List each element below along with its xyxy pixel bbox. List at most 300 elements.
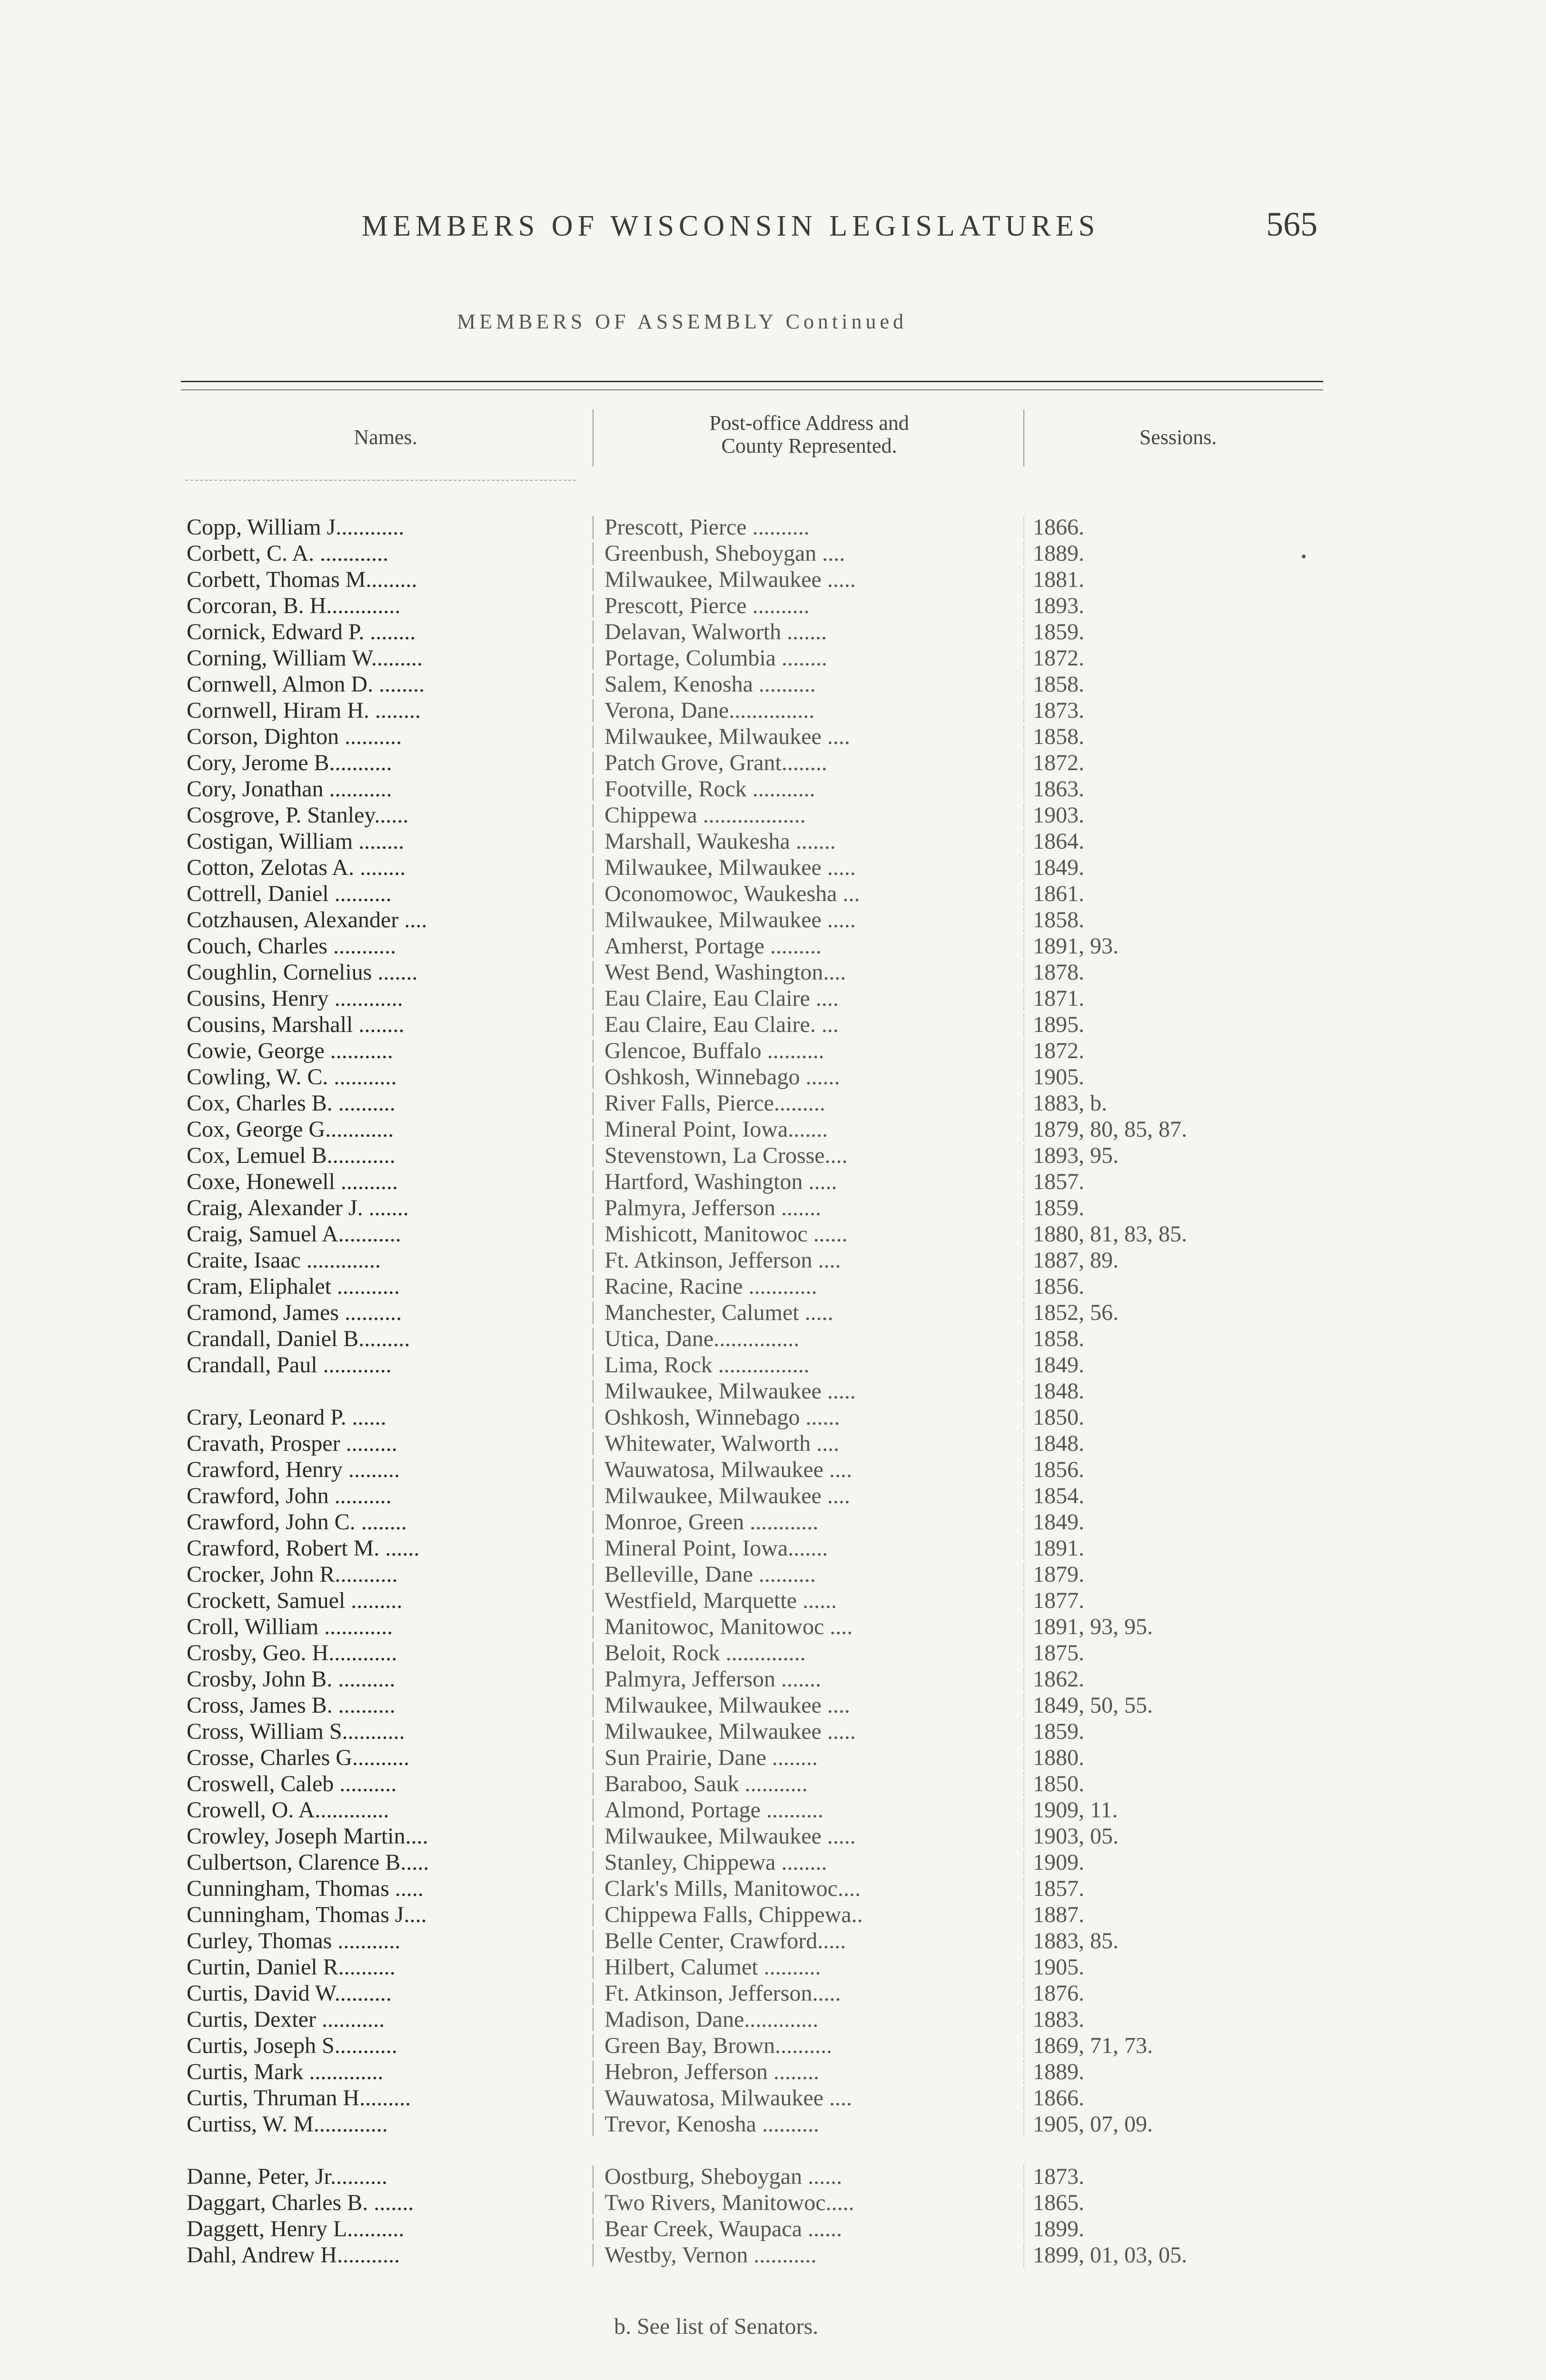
column-separator — [1023, 1380, 1024, 1403]
member-sessions: 1858. — [1033, 724, 1084, 749]
member-sessions: 1857. — [1033, 1876, 1084, 1901]
column-separator — [1023, 2034, 1024, 2057]
column-separator — [1023, 1170, 1024, 1193]
member-sessions: 1873. — [1033, 2164, 1084, 2189]
member-address: Two Rivers, Manitowoc..... — [605, 2190, 854, 2215]
member-sessions: 1903, 05. — [1033, 1824, 1119, 1849]
column-separator — [1023, 1589, 1024, 1612]
column-separator — [1023, 1799, 1024, 1822]
member-sessions: 1903. — [1033, 803, 1084, 828]
column-separator — [593, 2165, 594, 2188]
member-name: Corbett, Thomas M......... — [187, 567, 417, 592]
column-separator — [593, 1040, 594, 1062]
member-name: Cotzhausen, Alexander .... — [187, 907, 427, 932]
member-name: Croll, William ............ — [187, 1614, 393, 1639]
column-separator — [593, 1380, 594, 1403]
member-name: Crockett, Samuel ......... — [187, 1588, 403, 1613]
member-address: Eau Claire, Eau Claire .... — [605, 986, 839, 1011]
member-sessions: 1909, 11. — [1033, 1797, 1118, 1823]
member-name: Cox, Charles B. .......... — [187, 1091, 396, 1116]
column-separator — [1023, 752, 1024, 774]
table-row — [0, 2216, 1546, 2242]
member-sessions: 1850. — [1033, 1405, 1084, 1430]
member-name: Cory, Jonathan ........... — [187, 776, 392, 802]
column-separator — [1023, 1720, 1024, 1743]
column-separator — [1023, 542, 1024, 565]
column-separator — [1023, 647, 1024, 670]
member-name: Cram, Eliphalet ........... — [187, 1274, 400, 1299]
member-address: Oshkosh, Winnebago ...... — [605, 1064, 840, 1090]
column-separator — [1023, 2218, 1024, 2241]
column-separator — [1023, 1197, 1024, 1220]
member-sessions: 1905, 07, 09. — [1033, 2112, 1153, 2137]
member-sessions: 1872. — [1033, 645, 1084, 671]
column-separator — [593, 1956, 594, 1979]
column-separator — [1023, 1275, 1024, 1298]
column-separator — [593, 1773, 594, 1795]
column-separator — [593, 1118, 594, 1141]
member-sessions: 1859. — [1033, 1719, 1084, 1744]
column-separator — [1023, 1328, 1024, 1350]
member-sessions: 1866. — [1033, 2085, 1084, 2111]
member-address: Mishicott, Manitowoc ...... — [605, 1221, 848, 1247]
column-separator — [593, 1432, 594, 1455]
column-separator — [1023, 673, 1024, 696]
table-row — [0, 1614, 1546, 1640]
table-row — [0, 854, 1546, 881]
member-name: Curtis, Thruman H......... — [187, 2085, 411, 2111]
member-name: Crowell, O. A............. — [187, 1797, 389, 1823]
member-sessions: 1889. — [1033, 541, 1084, 566]
column-separator — [1023, 1040, 1024, 1062]
member-name: Cosgrove, P. Stanley...... — [187, 803, 409, 828]
member-name: Crawford, John C. ........ — [187, 1509, 407, 1535]
column-header-address-line2: County Represented. — [721, 434, 897, 457]
table-row — [0, 514, 1546, 540]
member-address: Milwaukee, Milwaukee .... — [605, 1693, 850, 1718]
member-address: Milwaukee, Milwaukee .... — [605, 1483, 850, 1508]
table-row — [0, 1116, 1546, 1142]
member-name: Curtis, David W.......... — [187, 1981, 392, 2006]
column-separator — [1023, 2113, 1024, 2136]
member-address: Whitewater, Walworth .... — [605, 1431, 840, 1456]
member-sessions: 1858. — [1033, 907, 1084, 932]
member-name: Curtis, Joseph S........... — [187, 2033, 397, 2058]
column-header-address — [619, 412, 1000, 457]
column-separator — [593, 1013, 594, 1036]
column-separator — [1023, 1563, 1024, 1586]
column-separator — [1023, 1301, 1024, 1324]
table-row — [0, 1587, 1546, 1614]
member-sessions: 1859. — [1033, 619, 1084, 645]
table-row — [0, 1797, 1546, 1823]
member-sessions: 1891. — [1033, 1536, 1084, 1561]
column-separator — [593, 778, 594, 801]
member-address: Portage, Columbia ........ — [605, 645, 827, 671]
member-sessions: 1899, 01, 03, 05. — [1033, 2242, 1187, 2268]
column-separator — [593, 621, 594, 644]
column-separator — [593, 2192, 594, 2214]
member-name: Coughlin, Cornelius ....... — [187, 960, 418, 985]
member-address: Marshall, Waukesha ....... — [605, 829, 836, 854]
member-sessions: 1883. — [1033, 2007, 1084, 2032]
table-row — [0, 1012, 1546, 1038]
member-name: Crosse, Charles G.......... — [187, 1745, 409, 1770]
table-row — [0, 1535, 1546, 1561]
top-rule-thin — [181, 389, 1323, 390]
column-separator — [593, 725, 594, 748]
section-subtitle: MEMBERS OF ASSEMBLY Continued — [457, 310, 907, 333]
column-separator — [1023, 2008, 1024, 2031]
column-separator — [1023, 2061, 1024, 2083]
column-separator — [593, 595, 594, 617]
column-separator — [1023, 1694, 1024, 1717]
member-name: Curtin, Daniel R.......... — [187, 1954, 396, 1980]
column-separator — [593, 2034, 594, 2057]
member-name: Copp, William J............ — [187, 515, 405, 540]
table-row — [0, 1640, 1546, 1666]
column-separator — [593, 1354, 594, 1377]
column-separator — [593, 856, 594, 879]
member-name: Corbett, C. A. ............ — [187, 541, 389, 566]
column-separator — [593, 542, 594, 565]
member-address: Prescott, Pierce .......... — [605, 515, 810, 540]
table-row — [0, 1745, 1546, 1771]
column-separator — [1023, 1485, 1024, 1507]
column-separator — [593, 568, 594, 591]
member-sessions: 1858. — [1033, 1326, 1084, 1351]
column-separator — [593, 1851, 594, 1874]
member-sessions: 1891, 93, 95. — [1033, 1614, 1153, 1639]
member-name: Dahl, Andrew H........... — [187, 2242, 400, 2268]
table-row — [0, 1902, 1546, 1928]
column-separator — [1023, 725, 1024, 748]
member-name: Curtis, Dexter ........... — [187, 2007, 385, 2032]
table-row — [0, 540, 1546, 566]
column-separator — [1023, 1249, 1024, 1272]
table-row — [0, 1090, 1546, 1116]
member-sessions: 1909. — [1033, 1850, 1084, 1875]
column-separator — [593, 987, 594, 1010]
column-separator — [1023, 830, 1024, 853]
member-name: Curley, Thomas ........... — [187, 1928, 401, 1954]
member-address: Prescott, Pierce .......... — [605, 593, 810, 618]
column-separator — [1023, 1144, 1024, 1167]
column-separator — [1023, 1956, 1024, 1979]
table-row — [0, 1430, 1546, 1457]
member-name: Daggart, Charles B. ....... — [187, 2190, 414, 2215]
member-name: Costigan, William ........ — [187, 829, 405, 854]
column-separator — [1023, 1825, 1024, 1848]
table-row — [0, 593, 1546, 619]
member-name: Cornick, Edward P. ........ — [187, 619, 416, 645]
column-separator — [1023, 2165, 1024, 2188]
member-address: River Falls, Pierce......... — [605, 1091, 825, 1116]
member-address: Baraboo, Sauk ........... — [605, 1771, 808, 1796]
header-dashed-rule — [186, 480, 576, 481]
member-name: Crary, Leonard P. ...... — [187, 1405, 386, 1430]
column-separator — [593, 1223, 594, 1246]
member-name: Crawford, John .......... — [187, 1483, 392, 1508]
column-separator — [593, 1301, 594, 1324]
column-separator — [593, 699, 594, 722]
member-address: Belle Center, Crawford..... — [605, 1928, 846, 1954]
column-separator — [593, 1144, 594, 1167]
column-separator — [1023, 1458, 1024, 1481]
column-separator — [1023, 2192, 1024, 2214]
table-row — [0, 2059, 1546, 2085]
column-separator — [593, 1458, 594, 1481]
member-address: Oostburg, Sheboygan ...... — [605, 2164, 842, 2189]
member-address: Belleville, Dane .......... — [605, 1562, 816, 1587]
member-address: Palmyra, Jefferson ....... — [605, 1666, 822, 1692]
table-row — [0, 1457, 1546, 1483]
member-address: Wauwatosa, Milwaukee .... — [605, 1457, 852, 1482]
member-address: Eau Claire, Eau Claire. ... — [605, 1012, 839, 1037]
column-separator — [1023, 1223, 1024, 1246]
column-separator — [593, 1616, 594, 1638]
column-separator — [593, 1982, 594, 2005]
column-separator — [1023, 1877, 1024, 1900]
member-sessions: 1889. — [1033, 2059, 1084, 2084]
column-separator — [593, 1485, 594, 1507]
table-row — [0, 750, 1546, 776]
member-name: Daggett, Henry L.......... — [187, 2216, 405, 2241]
member-name: Crosby, Geo. H............ — [187, 1640, 397, 1666]
column-separator — [1023, 516, 1024, 539]
member-sessions: 1856. — [1033, 1457, 1084, 1482]
member-name: Coxe, Honewell .......... — [187, 1169, 398, 1194]
member-sessions: 1899. — [1033, 2216, 1084, 2241]
member-address: Oconomowoc, Waukesha ... — [605, 881, 860, 906]
member-sessions: 1875. — [1033, 1640, 1084, 1666]
member-sessions: 1848. — [1033, 1378, 1084, 1404]
member-sessions: 1852, 56. — [1033, 1300, 1119, 1325]
column-separator — [1023, 1773, 1024, 1795]
member-address: Manchester, Calumet ..... — [605, 1300, 833, 1325]
member-name: Cornwell, Hiram H. ........ — [187, 698, 421, 723]
column-separator — [593, 2008, 594, 2031]
member-name: Crawford, Robert M. ...... — [187, 1536, 420, 1561]
column-separator — [593, 409, 594, 466]
member-address: Racine, Racine ............ — [605, 1274, 817, 1299]
column-separator — [1023, 961, 1024, 984]
table-row — [0, 1928, 1546, 1954]
member-name: Crawford, Henry ......... — [187, 1457, 400, 1482]
table-row — [0, 2033, 1546, 2059]
column-separator — [593, 909, 594, 932]
member-address: Ft. Atkinson, Jefferson..... — [605, 1981, 841, 2006]
member-name: Cunningham, Thomas ..... — [187, 1876, 424, 1901]
member-sessions: 1905. — [1033, 1954, 1084, 1980]
table-row — [0, 724, 1546, 750]
column-separator — [593, 1406, 594, 1429]
member-name: Cravath, Prosper ......... — [187, 1431, 397, 1456]
table-row — [0, 645, 1546, 671]
table-row — [0, 671, 1546, 697]
column-separator — [593, 1328, 594, 1350]
member-address: Almond, Portage .......... — [605, 1797, 823, 1823]
column-separator — [1023, 1668, 1024, 1691]
member-sessions: 1849. — [1033, 1509, 1084, 1535]
member-address: Palmyra, Jefferson ....... — [605, 1195, 822, 1220]
column-separator — [1023, 1904, 1024, 1926]
table-row — [0, 776, 1546, 802]
member-name: Craig, Alexander J. ....... — [187, 1195, 409, 1220]
member-name: Cross, James B. .......... — [187, 1693, 396, 1718]
table-row — [0, 1273, 1546, 1299]
member-sessions: 1891, 93. — [1033, 933, 1119, 959]
table-row — [0, 828, 1546, 854]
member-name: Cotton, Zelotas A. ........ — [187, 855, 406, 880]
table-row — [0, 881, 1546, 907]
table-row — [0, 1038, 1546, 1064]
member-address: Milwaukee, Milwaukee ..... — [605, 567, 856, 592]
member-address: Lima, Rock ................ — [605, 1352, 810, 1378]
member-name: Cornwell, Almon D. ........ — [187, 672, 425, 697]
table-row — [0, 2137, 1546, 2163]
member-sessions: 1856. — [1033, 1274, 1084, 1299]
column-separator — [593, 1092, 594, 1115]
column-separator — [1023, 1406, 1024, 1429]
column-separator — [593, 752, 594, 774]
member-sessions: 1887, 89. — [1033, 1248, 1119, 1273]
column-separator — [1023, 1930, 1024, 1953]
table-row — [0, 1326, 1546, 1352]
member-address: Chippewa Falls, Chippewa.. — [605, 1902, 863, 1927]
member-address: Clark's Mills, Manitowoc.... — [605, 1876, 861, 1901]
member-name: Crandall, Paul ............ — [187, 1352, 392, 1378]
member-name: Danne, Peter, Jr.......... — [187, 2164, 387, 2189]
member-name: Culbertson, Clarence B..... — [187, 1850, 429, 1875]
column-separator — [1023, 2244, 1024, 2267]
member-sessions: 1887. — [1033, 1902, 1084, 1927]
table-row — [0, 985, 1546, 1012]
member-address: Green Bay, Brown.......... — [605, 2033, 832, 2058]
member-address: Greenbush, Sheboygan .... — [605, 541, 845, 566]
table-row — [0, 1142, 1546, 1169]
column-separator — [1023, 1642, 1024, 1665]
table-row — [0, 1875, 1546, 1902]
column-separator — [593, 1642, 594, 1665]
table-row — [0, 2111, 1546, 2137]
member-address: Milwaukee, Milwaukee .... — [605, 724, 850, 749]
member-sessions: 1895. — [1033, 1012, 1084, 1037]
table-row — [0, 2163, 1546, 2190]
column-separator — [1023, 595, 1024, 617]
member-name: Cory, Jerome B........... — [187, 750, 392, 775]
column-separator — [1023, 935, 1024, 958]
member-sessions: 1872. — [1033, 1038, 1084, 1063]
column-separator — [593, 1511, 594, 1534]
column-separator — [593, 516, 594, 539]
member-address: Madison, Dane............. — [605, 2007, 819, 2032]
member-name: Cross, William S........... — [187, 1719, 405, 1744]
column-separator — [593, 1694, 594, 1717]
member-sessions: 1849. — [1033, 1352, 1084, 1378]
member-name: Couch, Charles ........... — [187, 933, 396, 959]
column-separator — [593, 673, 594, 696]
column-separator — [1023, 1013, 1024, 1036]
member-sessions: 1854. — [1033, 1483, 1084, 1508]
member-sessions: 1905. — [1033, 1064, 1084, 1090]
column-separator — [593, 1170, 594, 1193]
member-address: Bear Creek, Waupaca ...... — [605, 2216, 842, 2241]
column-separator — [593, 1825, 594, 1848]
member-sessions: 1883, 85. — [1033, 1928, 1119, 1954]
member-address: Westfield, Marquette ...... — [605, 1588, 837, 1613]
member-address: Beloit, Rock .............. — [605, 1640, 806, 1666]
member-address: Stanley, Chippewa ........ — [605, 1850, 827, 1875]
member-sessions: 1883, b. — [1033, 1091, 1107, 1116]
table-row — [0, 2242, 1546, 2268]
member-name: Cowie, George ........... — [187, 1038, 393, 1063]
table-row — [0, 933, 1546, 959]
column-separator — [1023, 804, 1024, 827]
column-separator — [1023, 409, 1024, 466]
member-name: Cottrell, Daniel .......... — [187, 881, 392, 906]
member-sessions: 1881. — [1033, 567, 1084, 592]
column-separator — [593, 1904, 594, 1926]
column-separator — [1023, 1354, 1024, 1377]
table-row — [0, 1561, 1546, 1587]
column-separator — [1023, 1851, 1024, 1874]
member-name: Craig, Samuel A........... — [187, 1221, 401, 1247]
table-row — [0, 1064, 1546, 1090]
table-row — [0, 1195, 1546, 1221]
column-separator — [1023, 778, 1024, 801]
column-separator — [1023, 1511, 1024, 1534]
member-sessions: 1876. — [1033, 1981, 1084, 2006]
member-sessions: 1863. — [1033, 776, 1084, 802]
member-sessions: 1879. — [1033, 1562, 1084, 1587]
column-separator — [1023, 1432, 1024, 1455]
column-separator — [593, 1930, 594, 1953]
column-separator — [593, 1563, 594, 1586]
column-separator — [593, 830, 594, 853]
member-address: Chippewa .................. — [605, 803, 806, 828]
column-separator — [1023, 883, 1024, 905]
member-address: Utica, Dane............... — [605, 1326, 800, 1351]
column-separator — [593, 2061, 594, 2083]
member-sessions: 1864. — [1033, 829, 1084, 854]
member-address: Verona, Dane............... — [605, 698, 815, 723]
table-row — [0, 1378, 1546, 1404]
member-address: Milwaukee, Milwaukee ..... — [605, 1824, 856, 1849]
member-sessions: 1893. — [1033, 593, 1084, 618]
member-address: Westby, Vernon ........... — [605, 2242, 817, 2268]
member-name: Crocker, John R........... — [187, 1562, 398, 1587]
table-row — [0, 619, 1546, 645]
table-row — [0, 1404, 1546, 1430]
table-row — [0, 1483, 1546, 1509]
column-separator — [593, 1589, 594, 1612]
member-sessions: 1893, 95. — [1033, 1143, 1119, 1168]
member-address: Manitowoc, Manitowoc .... — [605, 1614, 853, 1639]
column-header-address-line1: Post-office Address and — [709, 411, 909, 435]
member-sessions: 1878. — [1033, 960, 1084, 985]
column-separator — [1023, 1746, 1024, 1769]
member-name: Crowley, Joseph Martin.... — [187, 1824, 428, 1849]
member-name: Crandall, Daniel B......... — [187, 1326, 410, 1351]
member-address: Milwaukee, Milwaukee ..... — [605, 907, 856, 932]
table-row — [0, 1771, 1546, 1797]
table-row — [0, 2085, 1546, 2111]
member-address: Hebron, Jefferson ........ — [605, 2059, 820, 2084]
footnote: b. See list of Senators. — [614, 2314, 819, 2339]
member-address: Patch Grove, Grant........ — [605, 750, 827, 775]
column-separator — [1023, 1066, 1024, 1089]
